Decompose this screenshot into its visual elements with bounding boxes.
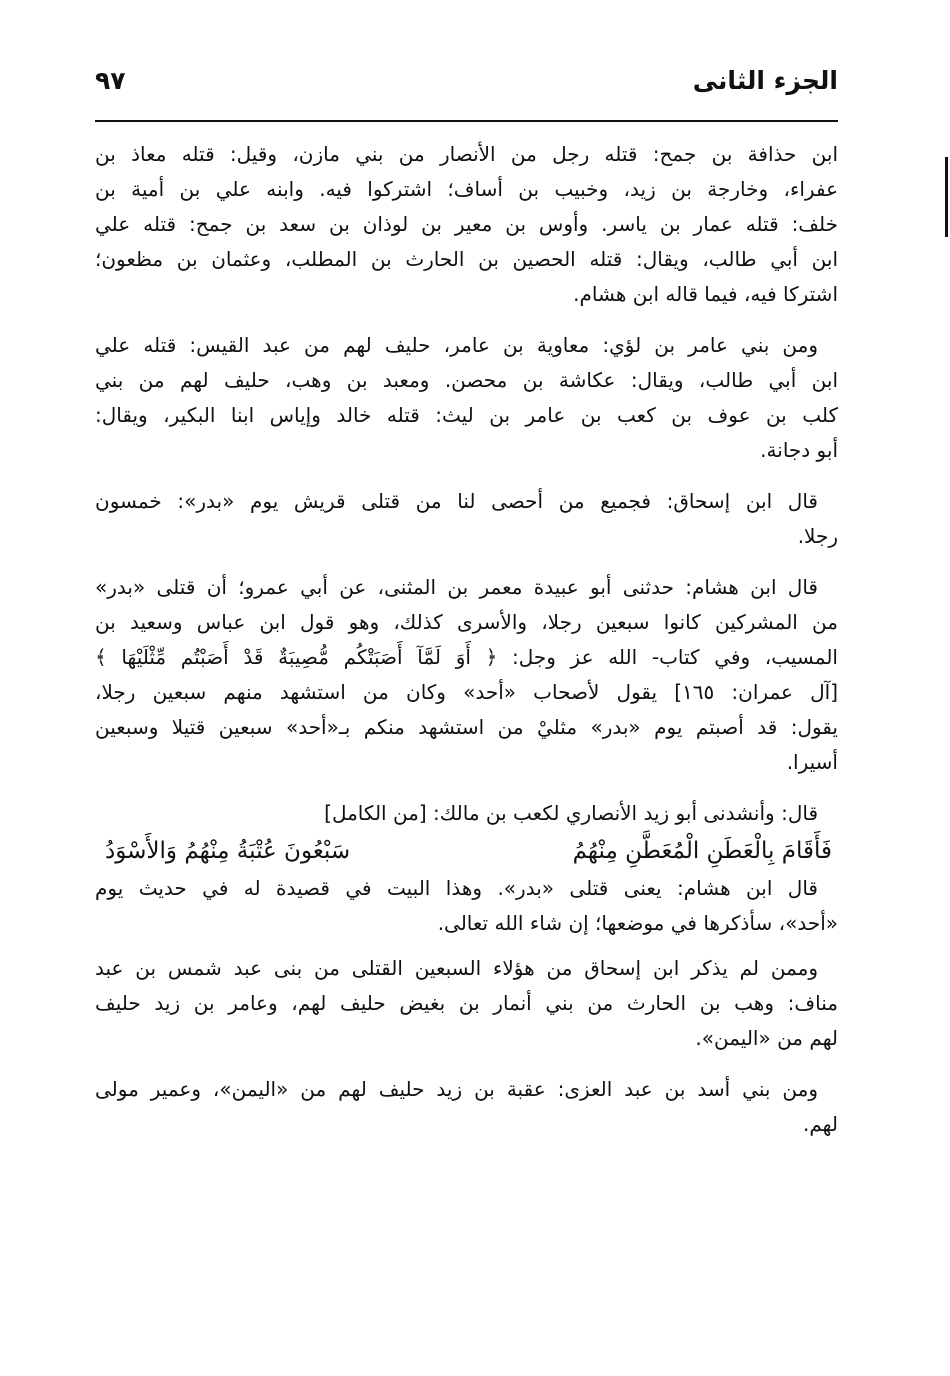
text-line: ابن حذافة بن جمح: قتله رجل من الأنصار من بني مازن، وقيل: قتله معاذ بن: [95, 142, 838, 166]
text-line: لهم.: [803, 1112, 838, 1136]
text-line: «أحد»، سأذكرها في موضعها؛ إن شاء الله تعالى.: [437, 911, 838, 935]
paragraph-gap: [95, 312, 838, 328]
text-line: ابن أبي طالب، ويقال: قتله الحصين بن الحارث بن المطلب، وعثمان بن مظعون؛: [95, 247, 838, 271]
header-rule: [95, 120, 838, 122]
scan-edge-mark: [945, 157, 948, 237]
page-number: ٩٧: [95, 66, 126, 95]
text-line: قال: وأنشدنى أبو زيد الأنصاري لكعب بن مالك: [من الكامل]: [324, 801, 818, 825]
text-line: قال ابن إسحاق: فجميع من أحصى لنا من قتلى قريش يوم «بدر»: خمسون: [95, 489, 818, 513]
verse-first-hemistich: فَأَقَامَ بِالْعَطَنِ الْمُعَطَّنِ مِنْهُمُ: [572, 838, 832, 864]
text-line: قال ابن هشام: حدثنى أبو عبيدة معمر بن المثنى، عن أبي عمرو؛ أن قتلى «بدر»: [95, 575, 818, 599]
text-line: ومن بني أسد بن عبد العزى: عقبة بن زيد حليف لهم من «اليمن»، وعمير مولى: [95, 1077, 818, 1101]
text-line: قال ابن هشام: يعنى قتلى «بدر». وهذا البيت في قصيدة له في حديث يوم: [95, 876, 818, 900]
text-line: لهم من «اليمن».: [695, 1026, 838, 1050]
text-line: عفراء، وخارجة بن زيد، وخبيب بن أساف؛ اشتركوا فيه. وابنه علي بن أمية بن: [95, 177, 838, 201]
paragraph: [95, 871, 838, 941]
text-line: خلف: قتله عمار بن ياسر. وأوس بن معير بن لوذان بن سعد بن جمح: قتله علي: [95, 212, 838, 236]
paragraph: [95, 796, 838, 831]
page-header: [95, 62, 838, 112]
text-line: كلب بن عوف بن كعب بن عامر بن ليث: قتله خالد وإياس ابنا البكير، ويقال:: [95, 403, 838, 427]
text-line: وممن لم يذكر ابن إسحاق من هؤلاء السبعين القتلى من بنى عبد شمس بن عبد: [95, 956, 818, 980]
text-line: ابن أبي طالب، ويقال: عكاشة بن محصن. ومعبد بن وهب، حليف لهم من بني: [95, 368, 838, 392]
paragraph-gap: [95, 941, 838, 951]
paragraph: [95, 484, 838, 554]
text-line: يقول: قد أصبتم يوم «بدر» مثليْ من استشهد منكم بـ«أحد» سبعين قتيلا وسبعين: [95, 715, 838, 739]
paragraph-gap: [95, 780, 838, 796]
paragraph: [95, 951, 838, 1056]
text-line: رجلا.: [797, 524, 838, 548]
paragraph-gap: [95, 554, 838, 570]
paragraph-gap: [95, 1056, 838, 1072]
text-line: أسيرا.: [786, 750, 838, 774]
poetry-verse: [95, 831, 838, 871]
text-line: مناف: وهب بن الحارث من بني أنمار بن بغيض حليف لهم، وعامر بن زيد حليف: [95, 991, 838, 1015]
text-line: المسيب، وفي كتاب- الله عز وجل: ﴿ أَوَ لَمَّآ أَصَبَتْكُم مُّصِيبَةٌ قَدْ أَصَبْتُم مِّثْلَيْهَا ﴾: [95, 645, 838, 669]
text-line: ومن بني عامر بن لؤي: معاوية بن عامر، حليف لهم من عبد القيس: قتله علي: [95, 333, 818, 357]
text-line: أبو دجانة.: [760, 438, 838, 462]
paragraph: [95, 137, 838, 312]
paragraph: [95, 1072, 838, 1142]
verse-second-hemistich: سَبْعُونَ عُتْبَةُ مِنْهُمُ وَالأَسْوَدُ: [105, 838, 351, 864]
text-line: [آل عمران: ١٦٥] يقول لأصحاب «أحد» وكان من استشهد منهم سبعين رجلا،: [95, 680, 838, 704]
paragraph: [95, 570, 838, 780]
text-line: اشتركا فيه، فيما قاله ابن هشام.: [573, 282, 838, 306]
running-title: الجزء الثانى: [692, 66, 838, 95]
text-line: من المشركين كانوا سبعين رجلا، والأسرى كذلك، وهو قول ابن عباس وسعيد بن: [95, 610, 838, 634]
page-body: [95, 137, 838, 1142]
paragraph: [95, 328, 838, 468]
paragraph-gap: [95, 468, 838, 484]
